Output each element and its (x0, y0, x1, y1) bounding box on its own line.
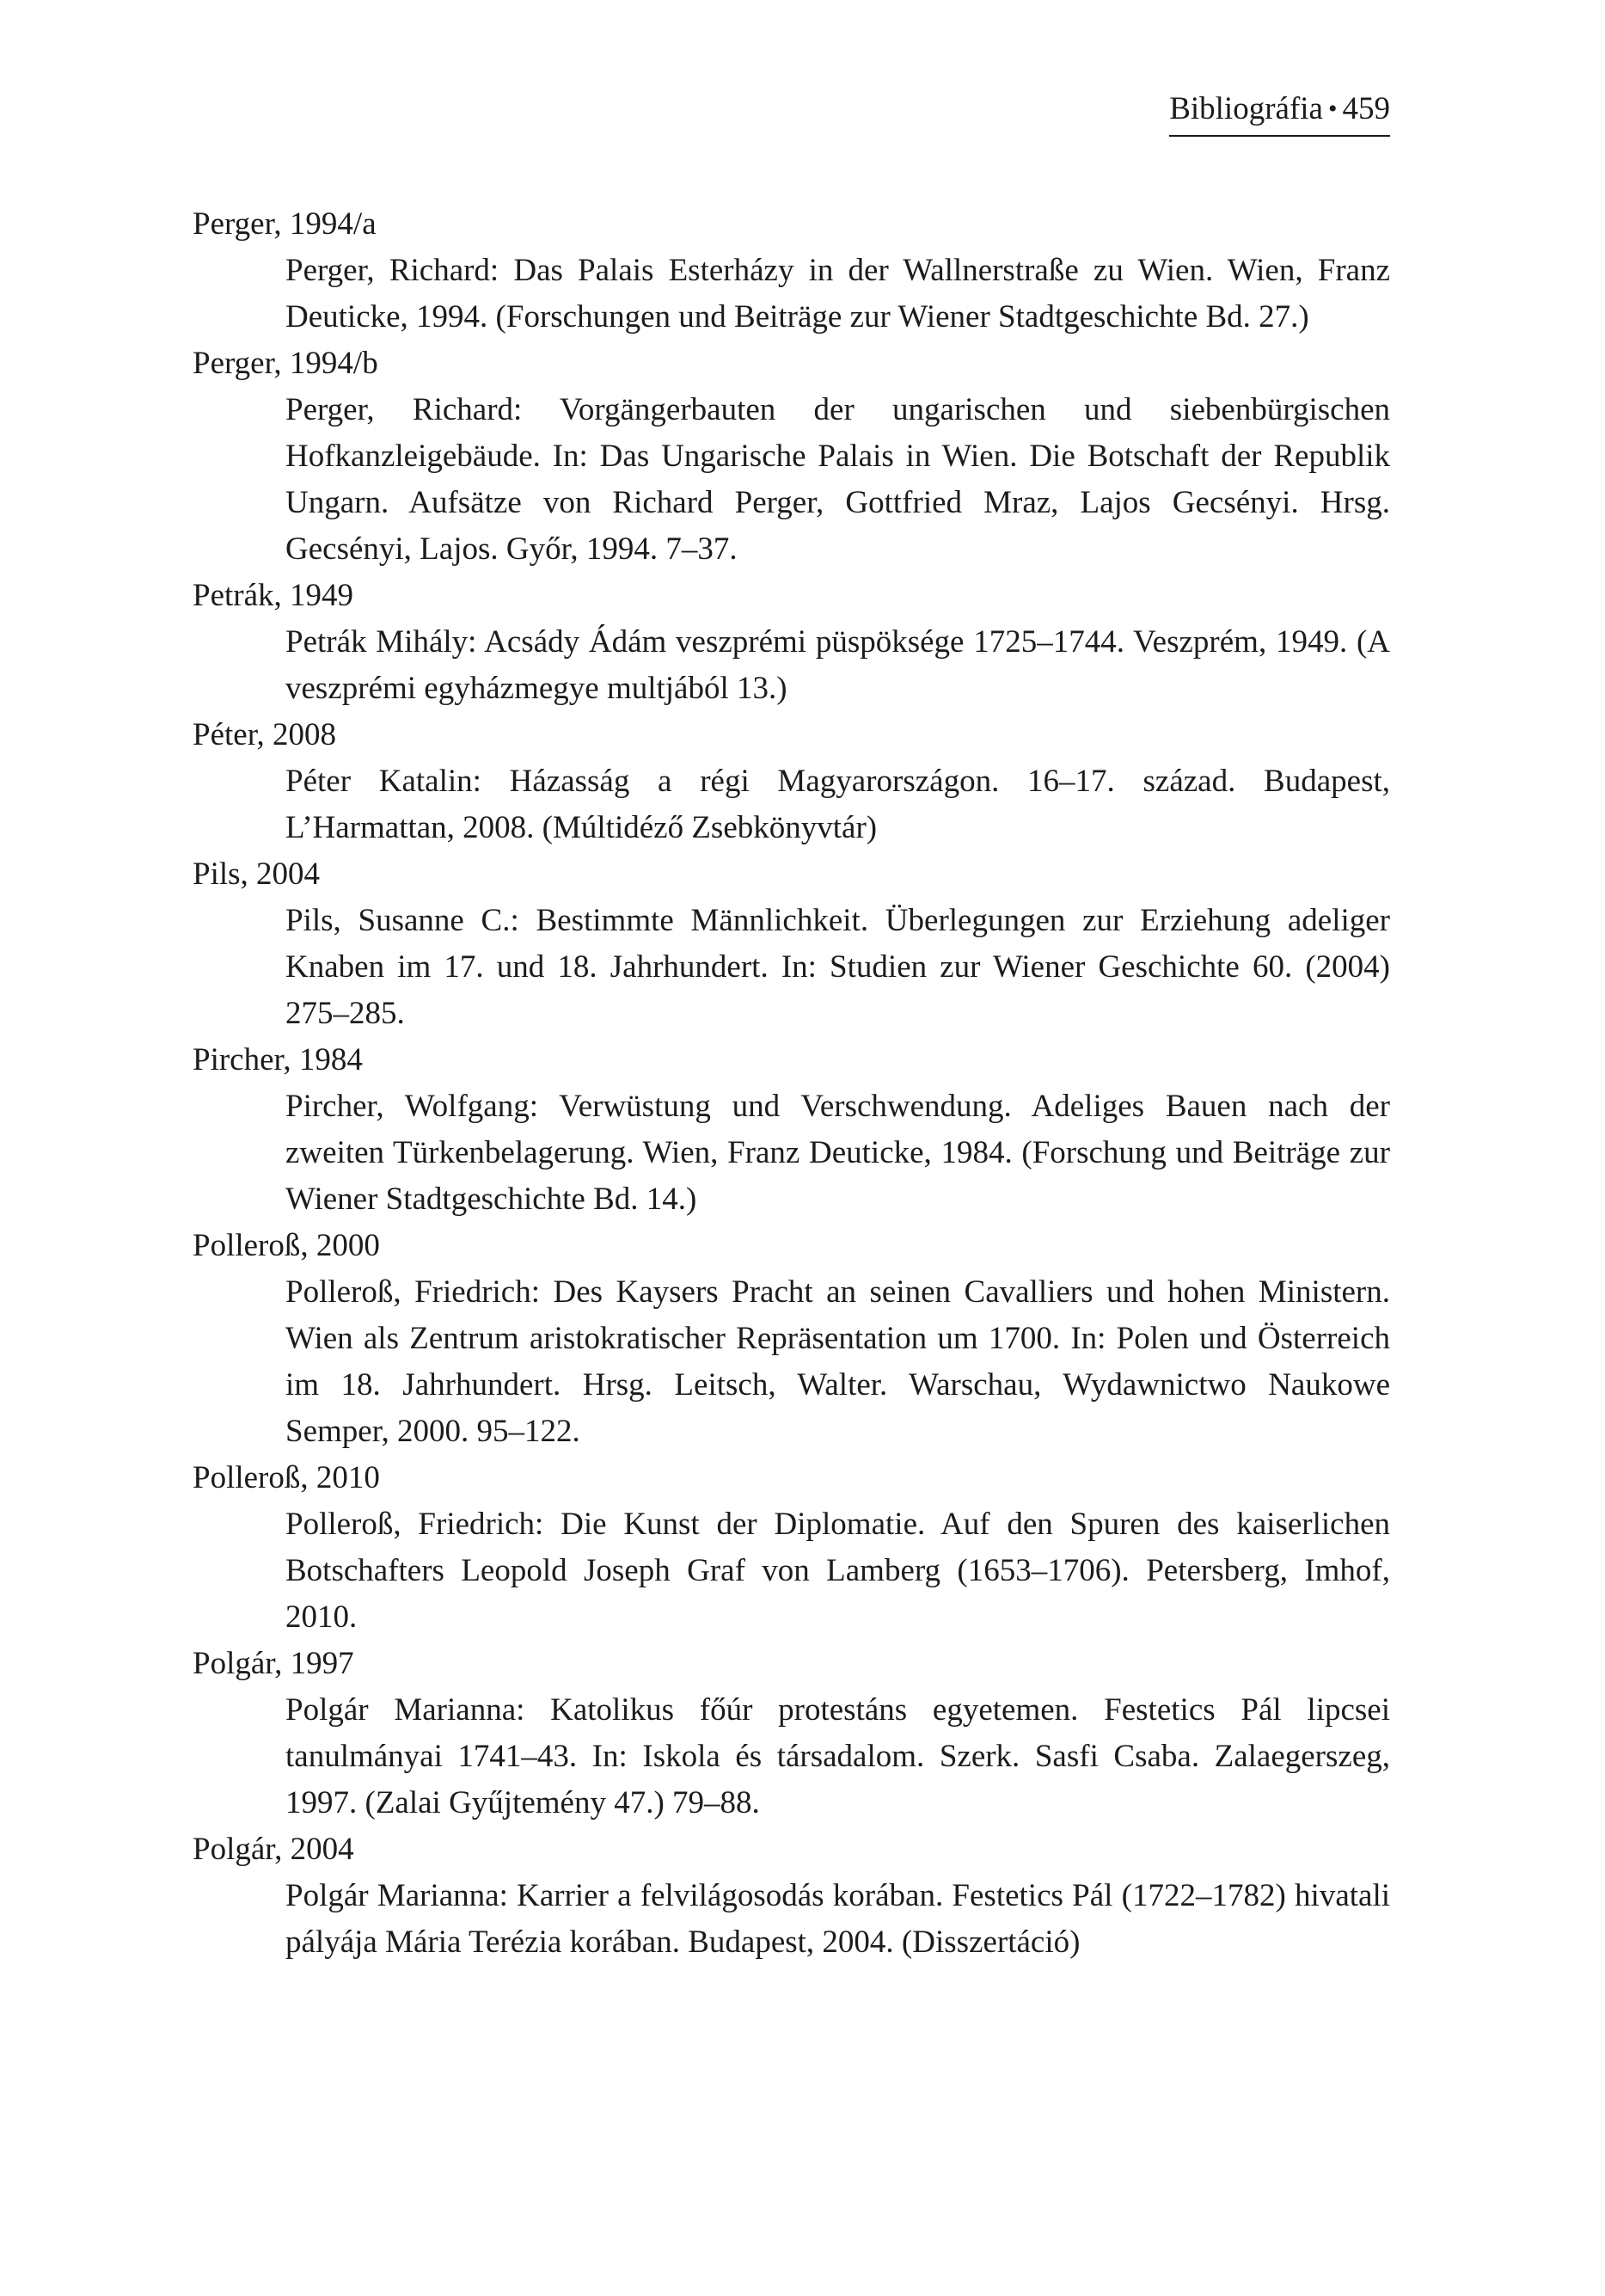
entry-citation: Polgár Marianna: Katolikus főúr protestáns egyetemen. Festetics Pál lipcsei tanulmányai 1741–43. In: Iskola és társadalom. Szerk. Sasfi Csaba. Zalaegerszeg, 1997. (Zalai Gyűjtemény 47.) 79–88. (285, 1692, 1390, 1820)
bibliography-entry (193, 1826, 1390, 1966)
entry-citation: Polleroß, Friedrich: Die Kunst der Diplomatie. Auf den Spuren des kaiserlichen Botschafters Leopold Joseph Graf von Lamberg (1653–1706). Petersberg, Imhof, 2010. (285, 1507, 1390, 1635)
entry-citation: Perger, Richard: Vorgängerbauten der ungarischen und siebenbürgischen Hofkanzleigebäude. In: Das Ungarische Palais in Wien. Die Botschaft der Republik Ungarn. Aufsätze von Richard Perger, Gottfried Mraz, Lajos Gecsényi. Hrsg. Gecsényi, Lajos. Győr, 1994. 7–37. (285, 392, 1390, 567)
section-title: Bibliográfia (1169, 91, 1323, 126)
entry-key: Péter, 2008 (193, 717, 337, 752)
entry-citation: Pircher, Wolfgang: Verwüstung und Verschwendung. Adeliges Bauen nach der zweiten Türkenbelagerung. Wien, Franz Deuticke, 1984. (Forschung und Beiträge zur Wiener Stadtgeschichte Bd. 14.) (285, 1089, 1390, 1217)
entry-key: Polgár, 1997 (193, 1646, 354, 1681)
entry-key: Perger, 1994/b (193, 346, 378, 381)
page-number: 459 (1342, 91, 1390, 126)
entry-citation: Polgár Marianna: Karrier a felvilágosodás korában. Festetics Pál (1722–1782) hivatali pályája Mária Terézia korában. Budapest, 2004. (Disszertáció) (285, 1878, 1390, 1960)
bibliography-entry (193, 1641, 1390, 1826)
bibliography-entry (193, 1223, 1390, 1455)
entry-key: Pils, 2004 (193, 856, 321, 892)
bibliography-list (193, 201, 1390, 1966)
entry-citation: Perger, Richard: Das Palais Esterházy in der Wallnerstraße zu Wien. Wien, Franz Deuticke, 1994. (Forschungen und Beiträge zur Wiener Stadtgeschichte Bd. 27.) (285, 253, 1390, 335)
bibliography-entry (193, 851, 1390, 1037)
entry-citation: Petrák Mihály: Acsády Ádám veszprémi püspöksége 1725–1744. Veszprém, 1949. (A veszprémi egyházmegye multjából 13.) (285, 624, 1390, 706)
running-head (1169, 89, 1390, 137)
entry-key: Polgár, 2004 (193, 1832, 354, 1867)
entry-citation: Pils, Susanne C.: Bestimmte Männlichkeit. Überlegungen zur Erziehung adeliger Knaben im 17. und 18. Jahrhundert. In: Studien zur Wiener Geschichte 60. (2004) 275–285. (285, 903, 1390, 1031)
bibliography-entry (193, 1037, 1390, 1223)
bullet-separator: • (1327, 95, 1338, 123)
bibliography-entry (193, 201, 1390, 341)
bibliography-entry (193, 573, 1390, 712)
entry-key: Pircher, 1984 (193, 1042, 363, 1077)
bibliography-entry (193, 712, 1390, 851)
bibliography-entry (193, 341, 1390, 573)
entry-key: Perger, 1994/a (193, 206, 377, 242)
entry-key: Petrák, 1949 (193, 578, 354, 613)
bibliography-entry (193, 1455, 1390, 1641)
entry-key: Polleroß, 2000 (193, 1228, 380, 1263)
entry-key: Polleroß, 2010 (193, 1460, 380, 1495)
entry-citation: Polleroß, Friedrich: Des Kaysers Pracht an seinen Cavalliers und hohen Ministern. Wien als Zentrum aristokratischer Repräsentation um 1700. In: Polen und Österreich im 18. Jahrhundert. Hrsg. Leitsch, Walter. Warschau, Wydawnictwo Naukowe Semper, 2000. 95–122. (285, 1274, 1390, 1449)
entry-citation: Péter Katalin: Házasság a régi Magyarországon. 16–17. század. Budapest, L’Harmattan, 2008. (Múltidéző Zsebkönyvtár) (285, 764, 1390, 845)
